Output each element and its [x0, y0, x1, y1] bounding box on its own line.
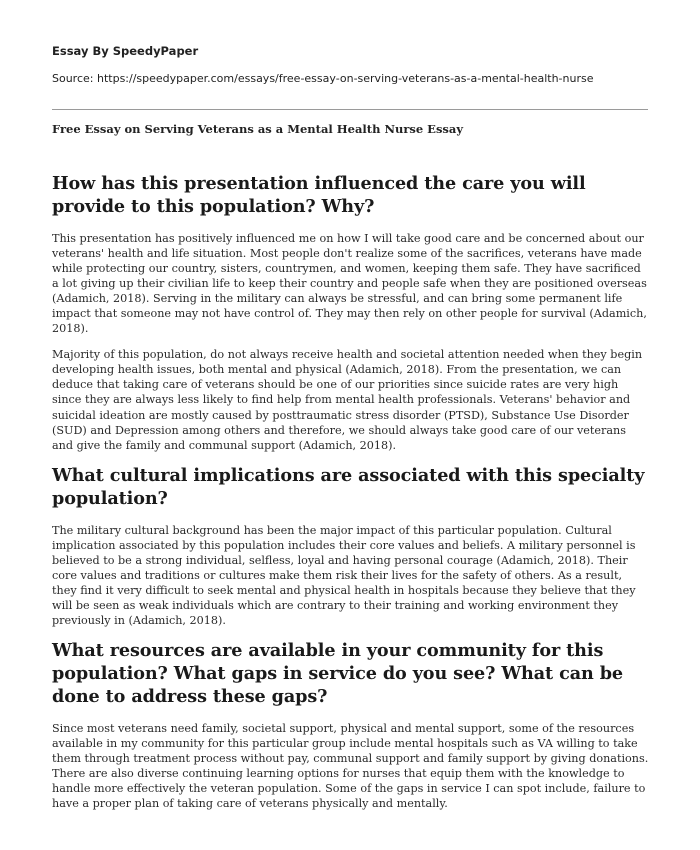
header-divider — [52, 109, 648, 110]
section-heading: What resources are available in your community for this population? What gaps in service do you see? What can be done to address these gaps? — [52, 639, 624, 707]
document-title: Free Essay on Serving Veterans as a Mental Health Nurse Essay — [52, 122, 464, 136]
paragraph: This presentation has positively influenced me on how I will take good care and be concerned about our veterans' health and life situation. Most people don't realize some of the sacrifices, veterans have made while protecting our country, sisters, countrymen, and women, keeping them safe. They have sacrificed a lot giving up their civilian life to keep their country and people safe when they are positioned overseas (Adamich, 2018). Serving in the military can always be stressful, and can bring some permanent life impact that someone may not have control of. They may then rely on other people for survival (Adamich, 2018). — [52, 232, 647, 336]
section-cultural-implications — [52, 464, 650, 628]
section-presentation-influence — [52, 172, 650, 453]
paragraph: The military cultural background has been the major impact of this particular population. Cultural implication associated by this population includes their core values and beliefs. A military personnel is believed to be a strong individual, selfless, loyal and having personal courage (Adamich, 2018). Their core values and traditions or cultures make them risk their lives for the safety of others. As a result, they find it very difficult to seek mental and physical health in hospitals because they believe that they will be seen as weak individuals which are contrary to their training and working environment they previously in (Adamich, 2018). — [52, 523, 636, 627]
source-url[interactable]: Source: https://speedypaper.com/essays/free-essay-on-serving-veterans-as-a-mental-health-nurse — [52, 72, 594, 85]
paragraph: Majority of this population, do not always receive health and societal attention needed when they begin developing health issues, both mental and physical (Adamich, 2018). From the presentation, we can deduce that taking care of veterans should be one of our priorities since suicide rates are very high since they are always less likely to find help from mental health professionals. Veterans' behavior and suicidal ideation are mostly caused by posttraumatic stress disorder (PTSD), Substance Use Disorder (SUD) and Depression among others and therefore, we should always take good care of our veterans and give the family and communal support (Adamich, 2018). — [52, 348, 643, 452]
paragraph: Since most veterans need family, societal support, physical and mental support, some of the resources available in my community for this particular group include mental hospitals such as VA willing to take them through treatment process without pay, communal support and family support by giving donations. There are also diverse continuing learning options for nurses that equip them with the knowledge to handle more effectively the veteran population. Some of the gaps in service I can spot include, failure to have a proper plan of taking care of veterans physically and mentally. — [52, 721, 649, 811]
section-heading: How has this presentation influenced the care you will provide to this population? Why? — [52, 173, 586, 217]
essay-body — [52, 172, 650, 822]
brand-label: Essay By SpeedyPaper — [52, 44, 199, 58]
section-heading: What cultural implications are associated with this specialty population? — [52, 464, 645, 509]
section-community-resources — [52, 639, 650, 811]
